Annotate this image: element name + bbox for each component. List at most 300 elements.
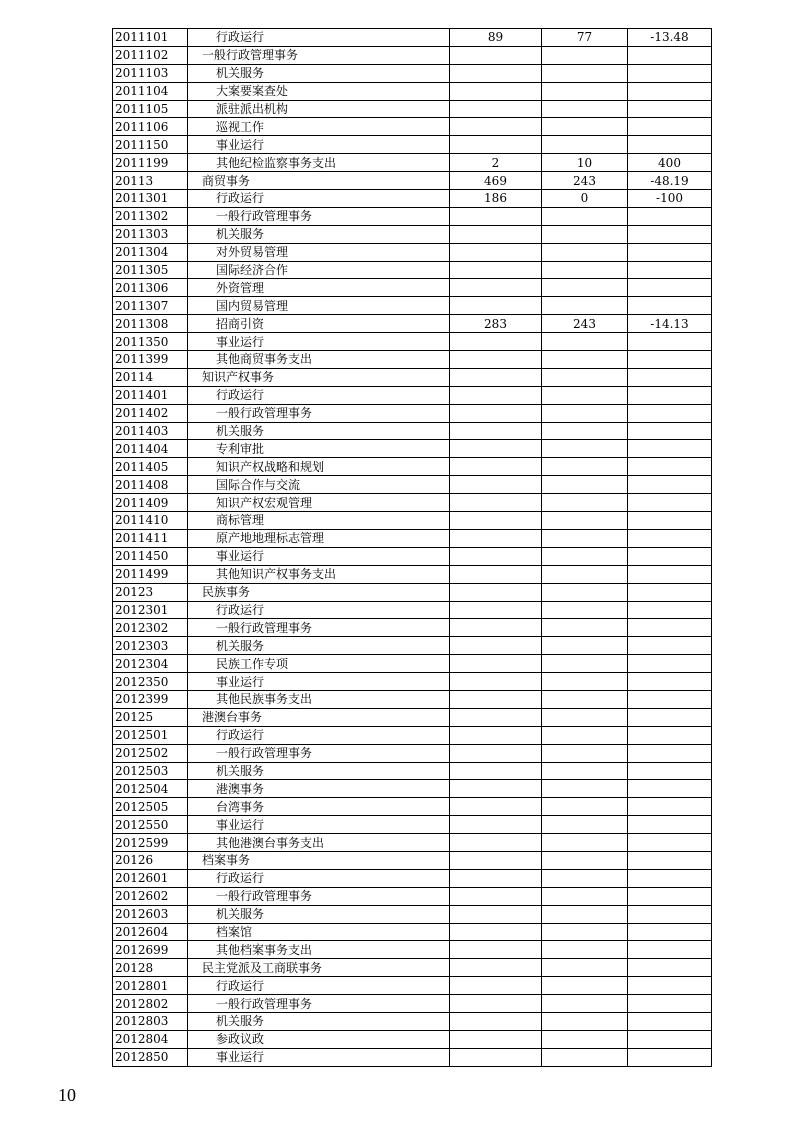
- value-2-cell: [542, 333, 628, 351]
- value-2-cell: [542, 547, 628, 565]
- account-name-cell: 港澳事务: [188, 780, 450, 798]
- change-percent-cell: [628, 82, 712, 100]
- value-2-cell: [542, 297, 628, 315]
- value-2-cell: [542, 279, 628, 297]
- account-code-cell: 2011305: [113, 261, 188, 279]
- change-percent-cell: [628, 225, 712, 243]
- account-code-cell: 2012350: [113, 673, 188, 691]
- table-row: [113, 762, 712, 780]
- change-percent-cell: [628, 1012, 712, 1030]
- change-percent-cell: [628, 637, 712, 655]
- value-2-cell: [542, 1048, 628, 1066]
- account-code-cell: 2011302: [113, 207, 188, 225]
- change-percent-cell: [628, 386, 712, 404]
- value-1-cell: [450, 440, 542, 458]
- table-row: [113, 297, 712, 315]
- account-code-cell: 2011105: [113, 100, 188, 118]
- value-2-cell: [542, 780, 628, 798]
- value-2-cell: [542, 261, 628, 279]
- account-code-cell: 20125: [113, 708, 188, 726]
- account-name-cell: 港澳台事务: [188, 708, 450, 726]
- value-1-cell: [450, 476, 542, 494]
- table-row: [113, 816, 712, 834]
- table-row: [113, 494, 712, 512]
- value-2-cell: [542, 351, 628, 369]
- value-1-cell: [450, 583, 542, 601]
- value-1-cell: [450, 959, 542, 977]
- value-1-cell: [450, 1012, 542, 1030]
- table-row: [113, 529, 712, 547]
- table-row: [113, 225, 712, 243]
- change-percent-cell: [628, 601, 712, 619]
- table-row: [113, 154, 712, 172]
- value-1-cell: [450, 887, 542, 905]
- account-name-cell: 商标管理: [188, 512, 450, 530]
- account-code-cell: 2012601: [113, 869, 188, 887]
- account-name-cell: 机关服务: [188, 64, 450, 82]
- page-number: 10: [58, 1085, 76, 1105]
- value-1-cell: [450, 458, 542, 476]
- account-code-cell: 2012503: [113, 762, 188, 780]
- value-1-cell: [450, 565, 542, 583]
- value-1-cell: [450, 422, 542, 440]
- value-2-cell: 77: [542, 29, 628, 47]
- value-2-cell: [542, 512, 628, 530]
- table-row: [113, 82, 712, 100]
- table-row: [113, 673, 712, 691]
- account-code-cell: 2011303: [113, 225, 188, 243]
- value-2-cell: [542, 565, 628, 583]
- account-code-cell: 2012803: [113, 1012, 188, 1030]
- change-percent-cell: [628, 351, 712, 369]
- table-row: [113, 46, 712, 64]
- account-name-cell: 事业运行: [188, 816, 450, 834]
- change-percent-cell: [628, 816, 712, 834]
- account-name-cell: 机关服务: [188, 422, 450, 440]
- change-percent-cell: [628, 494, 712, 512]
- account-code-cell: 2011404: [113, 440, 188, 458]
- value-2-cell: [542, 207, 628, 225]
- table-row: [113, 655, 712, 673]
- value-2-cell: [542, 494, 628, 512]
- change-percent-cell: -14.13: [628, 315, 712, 333]
- change-percent-cell: -100: [628, 190, 712, 208]
- account-code-cell: 2011405: [113, 458, 188, 476]
- change-percent-cell: [628, 547, 712, 565]
- account-code-cell: 2011403: [113, 422, 188, 440]
- table-row: [113, 118, 712, 136]
- value-2-cell: [542, 458, 628, 476]
- value-2-cell: [542, 869, 628, 887]
- value-1-cell: [450, 512, 542, 530]
- account-name-cell: 专利审批: [188, 440, 450, 458]
- value-1-cell: 2: [450, 154, 542, 172]
- value-1-cell: 89: [450, 29, 542, 47]
- value-2-cell: [542, 422, 628, 440]
- account-code-cell: 2012603: [113, 905, 188, 923]
- value-2-cell: [542, 386, 628, 404]
- value-1-cell: [450, 1048, 542, 1066]
- account-code-cell: 2012699: [113, 941, 188, 959]
- value-2-cell: [542, 851, 628, 869]
- value-1-cell: [450, 834, 542, 852]
- change-percent-cell: [628, 977, 712, 995]
- account-code-cell: 2011199: [113, 154, 188, 172]
- table-row: [113, 601, 712, 619]
- table-row: [113, 64, 712, 82]
- change-percent-cell: [628, 458, 712, 476]
- value-2-cell: [542, 225, 628, 243]
- change-percent-cell: [628, 100, 712, 118]
- account-code-cell: 2011402: [113, 404, 188, 422]
- account-code-cell: 2011409: [113, 494, 188, 512]
- account-code-cell: 2011308: [113, 315, 188, 333]
- table-row: [113, 100, 712, 118]
- value-2-cell: [542, 243, 628, 261]
- account-code-cell: 2011101: [113, 29, 188, 47]
- account-name-cell: 一般行政管理事务: [188, 46, 450, 64]
- change-percent-cell: [628, 404, 712, 422]
- change-percent-cell: [628, 708, 712, 726]
- value-1-cell: [450, 995, 542, 1013]
- value-2-cell: [542, 834, 628, 852]
- value-1-cell: [450, 404, 542, 422]
- account-name-cell: 台湾事务: [188, 798, 450, 816]
- account-name-cell: 民族工作专项: [188, 655, 450, 673]
- table-row: [113, 887, 712, 905]
- value-2-cell: [542, 816, 628, 834]
- change-percent-cell: [628, 780, 712, 798]
- table-row: [113, 690, 712, 708]
- account-name-cell: 其他纪检监察事务支出: [188, 154, 450, 172]
- account-name-cell: 行政运行: [188, 29, 450, 47]
- value-1-cell: [450, 637, 542, 655]
- value-2-cell: [542, 1030, 628, 1048]
- change-percent-cell: [628, 64, 712, 82]
- account-code-cell: 2012501: [113, 726, 188, 744]
- value-2-cell: [542, 619, 628, 637]
- value-1-cell: [450, 673, 542, 691]
- value-2-cell: 0: [542, 190, 628, 208]
- value-1-cell: [450, 869, 542, 887]
- table-row: [113, 261, 712, 279]
- value-1-cell: [450, 261, 542, 279]
- table-row: [113, 923, 712, 941]
- account-name-cell: 档案事务: [188, 851, 450, 869]
- table-row: [113, 279, 712, 297]
- value-1-cell: 469: [450, 172, 542, 190]
- value-1-cell: [450, 655, 542, 673]
- account-name-cell: 其他档案事务支出: [188, 941, 450, 959]
- value-2-cell: [542, 476, 628, 494]
- change-percent-cell: [628, 118, 712, 136]
- value-2-cell: [542, 583, 628, 601]
- account-code-cell: 2012505: [113, 798, 188, 816]
- account-code-cell: 2011307: [113, 297, 188, 315]
- account-name-cell: 外资管理: [188, 279, 450, 297]
- value-2-cell: [542, 923, 628, 941]
- value-2-cell: [542, 959, 628, 977]
- account-code-cell: 2011410: [113, 512, 188, 530]
- account-name-cell: 民族事务: [188, 583, 450, 601]
- value-2-cell: [542, 941, 628, 959]
- account-name-cell: 国内贸易管理: [188, 297, 450, 315]
- table-row: [113, 941, 712, 959]
- change-percent-cell: [628, 959, 712, 977]
- account-name-cell: 行政运行: [188, 386, 450, 404]
- table-row: [113, 368, 712, 386]
- change-percent-cell: [628, 995, 712, 1013]
- account-name-cell: 事业运行: [188, 333, 450, 351]
- value-2-cell: [542, 404, 628, 422]
- value-2-cell: [542, 601, 628, 619]
- table-row: [113, 834, 712, 852]
- change-percent-cell: [628, 333, 712, 351]
- value-2-cell: [542, 64, 628, 82]
- value-1-cell: [450, 798, 542, 816]
- table-row: [113, 780, 712, 798]
- value-1-cell: [450, 726, 542, 744]
- value-2-cell: [542, 1012, 628, 1030]
- value-2-cell: [542, 977, 628, 995]
- value-2-cell: 243: [542, 172, 628, 190]
- table-row: [113, 1012, 712, 1030]
- value-2-cell: [542, 46, 628, 64]
- value-2-cell: [542, 995, 628, 1013]
- value-1-cell: [450, 923, 542, 941]
- change-percent-cell: [628, 46, 712, 64]
- account-code-cell: 2011304: [113, 243, 188, 261]
- change-percent-cell: [628, 261, 712, 279]
- table-row: [113, 619, 712, 637]
- account-code-cell: 2011103: [113, 64, 188, 82]
- change-percent-cell: [628, 887, 712, 905]
- value-2-cell: [542, 744, 628, 762]
- table-row: [113, 905, 712, 923]
- value-1-cell: [450, 977, 542, 995]
- value-1-cell: [450, 762, 542, 780]
- account-code-cell: 2012303: [113, 637, 188, 655]
- value-1-cell: [450, 386, 542, 404]
- account-name-cell: 商贸事务: [188, 172, 450, 190]
- table-row: [113, 1030, 712, 1048]
- account-name-cell: 巡视工作: [188, 118, 450, 136]
- value-1-cell: [450, 64, 542, 82]
- account-name-cell: 知识产权宏观管理: [188, 494, 450, 512]
- account-name-cell: 派驻派出机构: [188, 100, 450, 118]
- value-2-cell: [542, 368, 628, 386]
- value-1-cell: [450, 118, 542, 136]
- table-row: [113, 404, 712, 422]
- value-2-cell: [542, 440, 628, 458]
- value-1-cell: [450, 297, 542, 315]
- table-row: [113, 29, 712, 47]
- value-2-cell: [542, 655, 628, 673]
- account-name-cell: 参政议政: [188, 1030, 450, 1048]
- table-row: [113, 476, 712, 494]
- account-code-cell: 2011401: [113, 386, 188, 404]
- value-1-cell: [450, 905, 542, 923]
- table-row: [113, 315, 712, 333]
- account-code-cell: 2011150: [113, 136, 188, 154]
- account-code-cell: 2012302: [113, 619, 188, 637]
- account-code-cell: 20114: [113, 368, 188, 386]
- account-name-cell: 行政运行: [188, 601, 450, 619]
- change-percent-cell: [628, 762, 712, 780]
- value-1-cell: [450, 780, 542, 798]
- account-name-cell: 一般行政管理事务: [188, 887, 450, 905]
- change-percent-cell: [628, 136, 712, 154]
- value-1-cell: [450, 243, 542, 261]
- table-row: [113, 977, 712, 995]
- change-percent-cell: [628, 726, 712, 744]
- table-row: [113, 351, 712, 369]
- account-code-cell: 2012304: [113, 655, 188, 673]
- account-code-cell: 2012801: [113, 977, 188, 995]
- change-percent-cell: [628, 690, 712, 708]
- change-percent-cell: [628, 923, 712, 941]
- value-1-cell: [450, 207, 542, 225]
- change-percent-cell: [628, 583, 712, 601]
- change-percent-cell: -13.48: [628, 29, 712, 47]
- account-name-cell: 行政运行: [188, 869, 450, 887]
- table-row: [113, 422, 712, 440]
- table-row: [113, 959, 712, 977]
- change-percent-cell: [628, 834, 712, 852]
- budget-table: [112, 28, 712, 1067]
- table-row: [113, 798, 712, 816]
- value-1-cell: [450, 494, 542, 512]
- value-1-cell: [450, 100, 542, 118]
- table-row: [113, 565, 712, 583]
- table-row: [113, 744, 712, 762]
- account-code-cell: 20126: [113, 851, 188, 869]
- value-1-cell: [450, 82, 542, 100]
- value-2-cell: 10: [542, 154, 628, 172]
- change-percent-cell: [628, 297, 712, 315]
- account-code-cell: 2012502: [113, 744, 188, 762]
- value-2-cell: [542, 690, 628, 708]
- value-1-cell: 283: [450, 315, 542, 333]
- change-percent-cell: [628, 1030, 712, 1048]
- value-2-cell: [542, 637, 628, 655]
- table-row: [113, 583, 712, 601]
- value-1-cell: [450, 1030, 542, 1048]
- account-name-cell: 对外贸易管理: [188, 243, 450, 261]
- account-name-cell: 行政运行: [188, 726, 450, 744]
- table-row: [113, 708, 712, 726]
- value-1-cell: [450, 619, 542, 637]
- account-code-cell: 2012604: [113, 923, 188, 941]
- change-percent-cell: [628, 851, 712, 869]
- value-1-cell: [450, 941, 542, 959]
- account-code-cell: 2012599: [113, 834, 188, 852]
- table-row: [113, 458, 712, 476]
- change-percent-cell: [628, 279, 712, 297]
- account-name-cell: 招商引资: [188, 315, 450, 333]
- account-code-cell: 2012602: [113, 887, 188, 905]
- value-1-cell: [450, 601, 542, 619]
- account-code-cell: 2011408: [113, 476, 188, 494]
- change-percent-cell: [628, 905, 712, 923]
- value-1-cell: [450, 816, 542, 834]
- account-name-cell: 其他知识产权事务支出: [188, 565, 450, 583]
- value-2-cell: [542, 136, 628, 154]
- value-2-cell: 243: [542, 315, 628, 333]
- change-percent-cell: [628, 619, 712, 637]
- account-name-cell: 大案要案查处: [188, 82, 450, 100]
- account-name-cell: 行政运行: [188, 190, 450, 208]
- change-percent-cell: [628, 440, 712, 458]
- account-name-cell: 一般行政管理事务: [188, 619, 450, 637]
- change-percent-cell: [628, 798, 712, 816]
- table-row: [113, 512, 712, 530]
- value-2-cell: [542, 798, 628, 816]
- account-code-cell: 2011102: [113, 46, 188, 64]
- account-name-cell: 档案馆: [188, 923, 450, 941]
- table-row: [113, 440, 712, 458]
- table-row: [113, 136, 712, 154]
- account-code-cell: 2011350: [113, 333, 188, 351]
- account-name-cell: 一般行政管理事务: [188, 744, 450, 762]
- account-name-cell: 知识产权事务: [188, 368, 450, 386]
- change-percent-cell: [628, 673, 712, 691]
- account-name-cell: 行政运行: [188, 977, 450, 995]
- account-name-cell: 事业运行: [188, 673, 450, 691]
- table-row: [113, 386, 712, 404]
- value-1-cell: [450, 225, 542, 243]
- account-name-cell: 其他港澳台事务支出: [188, 834, 450, 852]
- account-name-cell: 原产地地理标志管理: [188, 529, 450, 547]
- account-name-cell: 国际合作与交流: [188, 476, 450, 494]
- account-name-cell: 机关服务: [188, 1012, 450, 1030]
- account-code-cell: 2012550: [113, 816, 188, 834]
- value-2-cell: [542, 726, 628, 744]
- account-name-cell: 机关服务: [188, 905, 450, 923]
- value-1-cell: [450, 279, 542, 297]
- value-2-cell: [542, 673, 628, 691]
- table-row: [113, 726, 712, 744]
- account-name-cell: 机关服务: [188, 225, 450, 243]
- account-name-cell: 知识产权战略和规划: [188, 458, 450, 476]
- account-code-cell: 20123: [113, 583, 188, 601]
- value-1-cell: [450, 708, 542, 726]
- account-code-cell: 2011104: [113, 82, 188, 100]
- change-percent-cell: [628, 243, 712, 261]
- account-code-cell: 2012804: [113, 1030, 188, 1048]
- value-1-cell: [450, 690, 542, 708]
- account-code-cell: 2011450: [113, 547, 188, 565]
- change-percent-cell: -48.19: [628, 172, 712, 190]
- account-name-cell: 事业运行: [188, 1048, 450, 1066]
- table-row: [113, 190, 712, 208]
- value-1-cell: [450, 136, 542, 154]
- account-name-cell: 事业运行: [188, 547, 450, 565]
- value-1-cell: 186: [450, 190, 542, 208]
- value-1-cell: [450, 744, 542, 762]
- value-2-cell: [542, 82, 628, 100]
- table-row: [113, 995, 712, 1013]
- change-percent-cell: [628, 869, 712, 887]
- account-code-cell: 20113: [113, 172, 188, 190]
- account-code-cell: 2011106: [113, 118, 188, 136]
- account-name-cell: 国际经济合作: [188, 261, 450, 279]
- account-code-cell: 20128: [113, 959, 188, 977]
- value-1-cell: [450, 851, 542, 869]
- account-code-cell: 2012504: [113, 780, 188, 798]
- account-code-cell: 2012301: [113, 601, 188, 619]
- account-name-cell: 民主党派及工商联事务: [188, 959, 450, 977]
